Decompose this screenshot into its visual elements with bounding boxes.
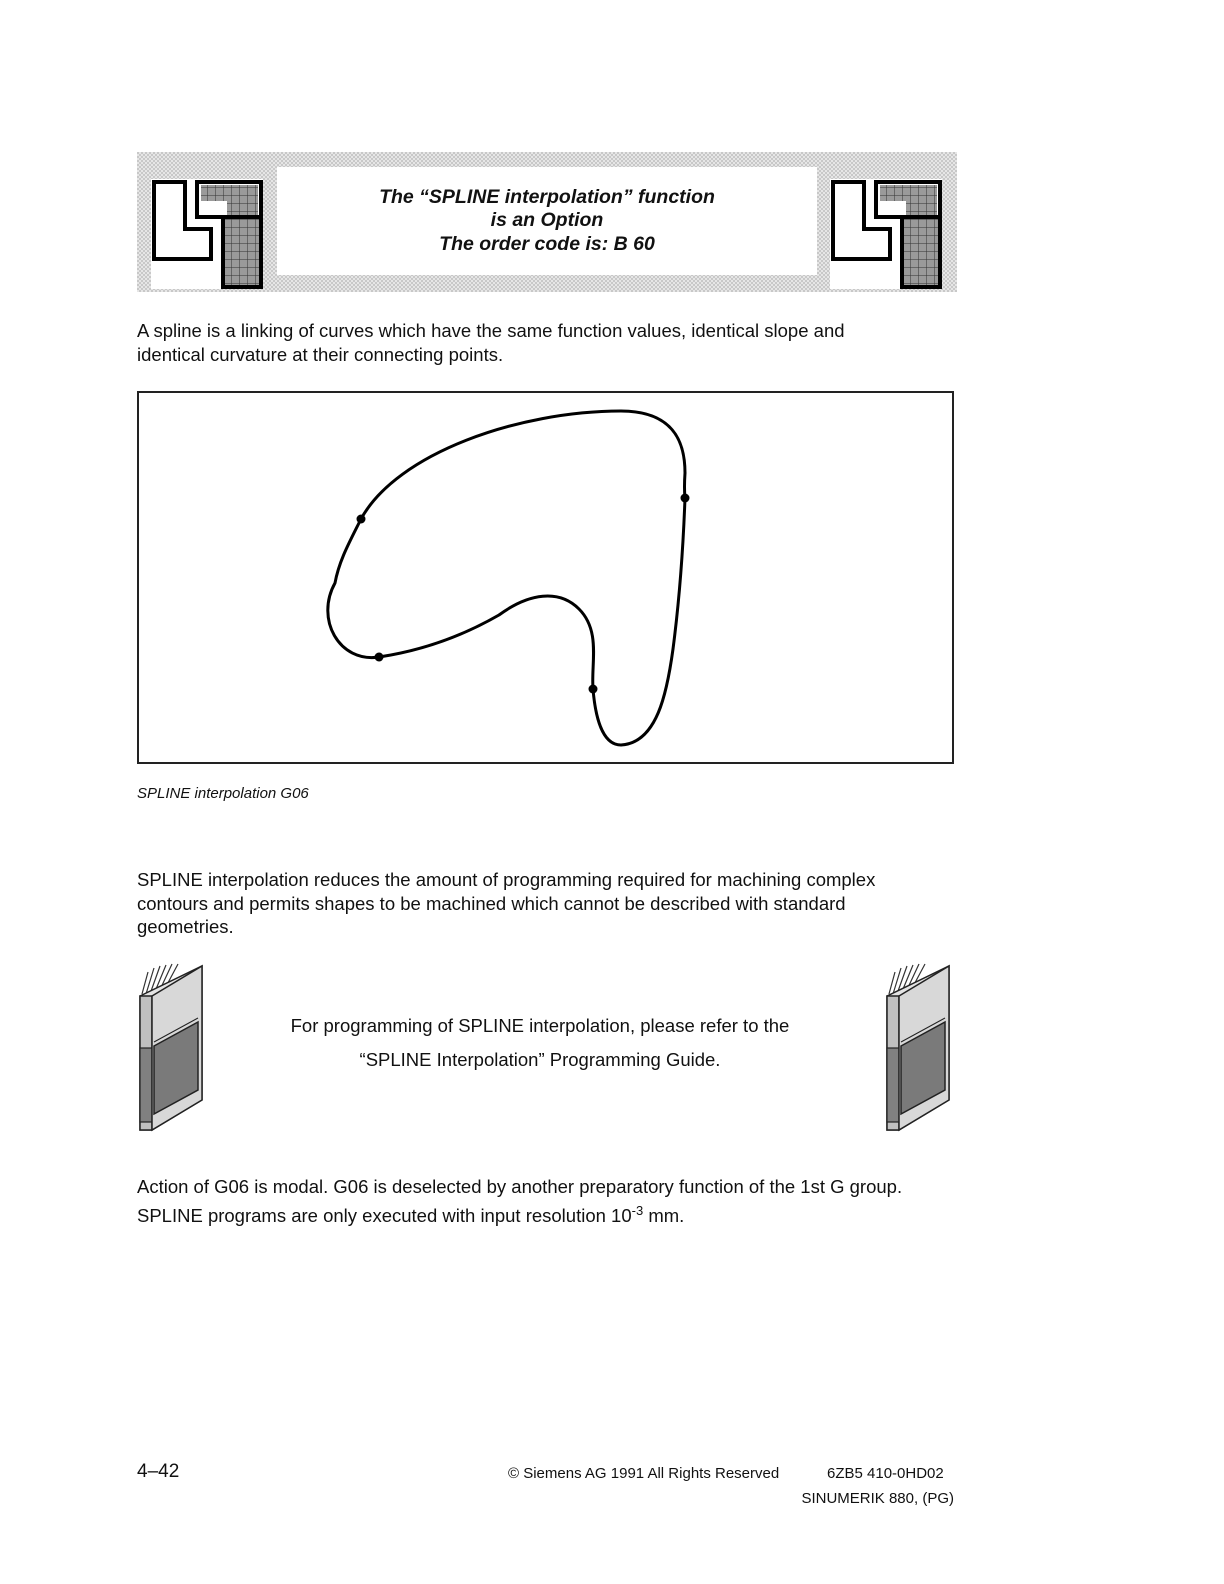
text-line: A spline is a linking of curves which have the same function values, identical slope and: [137, 320, 845, 341]
spline-node: [589, 685, 598, 694]
product-name: SINUMERIK 880, (PG): [801, 1490, 954, 1507]
option-order-code: The order code is: B 60: [439, 232, 655, 255]
spline-node: [375, 653, 384, 662]
book-icon: [136, 962, 206, 1132]
text-line: geometries.: [137, 916, 234, 937]
text-fragment: mm.: [643, 1204, 685, 1226]
spline-node: [357, 515, 366, 524]
text-line: identical curvature at their connecting points.: [137, 343, 504, 365]
spline-curve: [328, 411, 685, 745]
text-line: SPLINE interpolation reduces the amount of programming required for machining complex: [137, 869, 876, 890]
exponent: -3: [631, 1202, 644, 1218]
copyright-notice: © Siemens AG 1991 All Rights Reserved: [508, 1465, 780, 1482]
spline-node: [681, 494, 690, 503]
benefit-paragraph: [137, 868, 937, 939]
page-number: 4–42: [137, 1461, 180, 1482]
text-fragment: SPLINE programs are only executed with input resolution 10: [137, 1204, 632, 1226]
book-icon: [883, 962, 953, 1132]
spline-figure: [137, 391, 954, 764]
order-number: 6ZB5 410-0HD02: [827, 1465, 944, 1482]
option-logo-icon: [830, 179, 942, 289]
text-line: contours and permits shapes to be machined which cannot be described with standard: [137, 892, 846, 914]
option-notice-line: is an Option: [490, 209, 604, 232]
text-line: Action of G06 is modal. G06 is deselected by another preparatory function of the 1st G group.: [137, 1176, 903, 1197]
option-notice: [277, 167, 817, 275]
intro-paragraph: [137, 319, 937, 366]
text-line: [137, 1199, 937, 1228]
spline-curve-diagram: [139, 393, 956, 766]
option-notice-line: The “SPLINE interpolation” function: [379, 185, 715, 208]
figure-caption: SPLINE interpolation G06: [137, 785, 309, 802]
reference-guide-title: “SPLINE Interpolation” Programming Guide.: [359, 1049, 721, 1070]
option-logo-icon: [151, 179, 263, 289]
modal-paragraph: [137, 1175, 937, 1227]
reference-line: For programming of SPLINE interpolation, please refer to the: [290, 1015, 790, 1036]
